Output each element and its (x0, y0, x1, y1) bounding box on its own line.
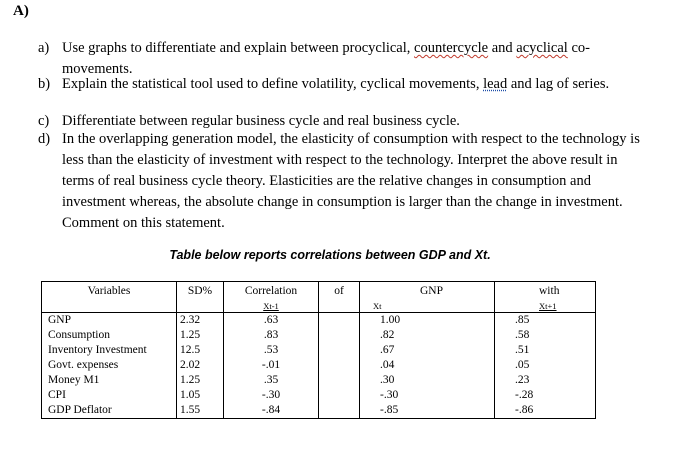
cell-xt: -.30 (360, 388, 495, 403)
cell-xt-1: .53 (224, 343, 319, 358)
row-label: CPI (42, 388, 177, 403)
cell-xt: .04 (360, 358, 495, 373)
subheader-xt-minus-1: Xt-1 (263, 301, 279, 311)
table-row (42, 373, 596, 388)
correlation-table (41, 281, 596, 419)
cell-sd: 2.02 (177, 358, 224, 373)
row-label: Govt. expenses (42, 358, 177, 373)
table-row (42, 403, 596, 419)
subheader-xt-plus-1: Xt+1 (539, 301, 557, 311)
cell-sd: 1.25 (177, 373, 224, 388)
section-heading: A) (13, 3, 29, 19)
table-header-row (42, 282, 596, 313)
cell-xt1: -.86 (495, 403, 596, 419)
question-a-letter: a) (38, 40, 50, 56)
cell-xt: -.85 (360, 403, 495, 419)
cell-sd: 1.05 (177, 388, 224, 403)
cell-sd: 2.32 (177, 313, 224, 329)
header-variables: Variables (42, 282, 177, 313)
cell-xt: .30 (360, 373, 495, 388)
cell-xt1: .85 (495, 313, 596, 329)
cell-sd: 1.25 (177, 328, 224, 343)
header-sd: SD% (177, 282, 224, 313)
header-with: with Xt+1 (495, 282, 596, 313)
cell-xt-1: -.30 (224, 388, 319, 403)
table-caption: Table below reports correlations between GDP and Xt. (169, 248, 491, 262)
question-d-letter: d) (38, 131, 51, 147)
subheader-xt: Xt (373, 301, 382, 311)
row-label: Consumption (42, 328, 177, 343)
cell-xt-1: .83 (224, 328, 319, 343)
header-correlation: Correlation Xt-1 (224, 282, 319, 313)
cell-xt: .82 (360, 328, 495, 343)
cell-xt1: -.28 (495, 388, 596, 403)
cell-xt-1: .63 (224, 313, 319, 329)
table-row (42, 313, 596, 329)
question-a-text: Use graphs to differentiate and explain between procyclical, countercycle and acyclical co-movements. (62, 40, 590, 77)
cell-xt1: .58 (495, 328, 596, 343)
question-c-text: Differentiate between regular business cycle and real business cycle. (62, 113, 460, 129)
cell-xt: .67 (360, 343, 495, 358)
cell-sd: 1.55 (177, 403, 224, 419)
row-label: GNP (42, 313, 177, 329)
question-d-text: In the overlapping generation model, the elasticity of consumption with respect to the technology is less than the elasticity of investment with respect to the technology. Interpret the above result in terms of real business cycle theory. Elasticities are the relative changes in consumption and investment whereas, the absolute change in consumption is larger than the change in investment. Comment on this statement. (62, 131, 640, 231)
table-row (42, 358, 596, 373)
row-label: GDP Deflator (42, 403, 177, 419)
table-row (42, 328, 596, 343)
cell-xt1: .51 (495, 343, 596, 358)
question-b-text: Explain the statistical tool used to define volatility, cyclical movements, lead and lag of series. (62, 76, 610, 92)
cell-sd: 12.5 (177, 343, 224, 358)
header-gnp: GNP Xt (360, 282, 495, 313)
cell-xt1: .05 (495, 358, 596, 373)
header-of: of (319, 282, 360, 313)
row-label: Inventory Investment (42, 343, 177, 358)
cell-xt-1: -.01 (224, 358, 319, 373)
cell-xt1: .23 (495, 373, 596, 388)
cell-xt: 1.00 (360, 313, 495, 329)
row-label: Money M1 (42, 373, 177, 388)
cell-xt-1: .35 (224, 373, 319, 388)
table-row (42, 343, 596, 358)
table-row (42, 388, 596, 403)
question-c-letter: c) (38, 113, 50, 129)
question-b-letter: b) (38, 76, 51, 92)
cell-xt-1: -.84 (224, 403, 319, 419)
